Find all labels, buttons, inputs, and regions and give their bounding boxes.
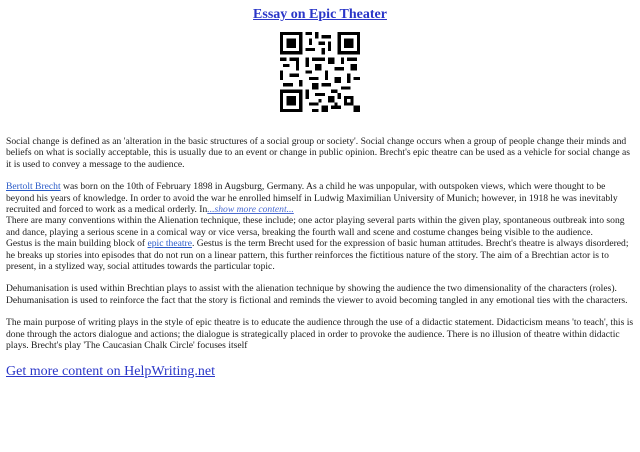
- paragraph-brecht-bio: [6, 181, 634, 215]
- paragraph-intro: Social change is defined as an 'alteration in the basic structures of a social group or society'. Social change occurs when a group of people change their minds and beliefs on what is socially acceptable, this is usually due to an event or change in public opinion. Brecht's epic theatre can be used as a vehicle for social change as it is used to convey a message to the audience.: [6, 136, 631, 170]
- show-more-link[interactable]: ...show more content...: [207, 204, 294, 216]
- qr-code-icon: [280, 32, 360, 112]
- qr-container: [6, 32, 634, 112]
- cta-section: [6, 363, 634, 380]
- essay-body: [6, 136, 634, 352]
- epic-theatre-link[interactable]: epic theatre: [147, 238, 192, 250]
- gestus-text-before: Gestus is the main building block of: [6, 238, 148, 250]
- paragraph-didacticism: The main purpose of writing plays in the style of epic theatre is to educate the audience through the use of a didactic statement. Didacticism means 'to teach', this is done through the actors dialogue and actions; the dialogue is strategically placed in order to provoke the audience. There is no illusion of theatre within didactic plays. Brecht's play 'The Caucasian Chalk Circle' focuses itself: [6, 317, 634, 352]
- paragraph-alienation: There are many conventions within the Alienation technique, these include; one actor playing several parts within the given play, spontaneous outbreak into song and dance, playing a serious scene in a comical way or vice versa, breaking the fourth wall and scene and costume changes being visible to the audience.: [6, 215, 625, 238]
- paragraph-dehumanisation: Dehumanisation is used within Brechtian plays to assist with the alienation technique by showing the audience the two dimensionality of the characters (roles). Dehumanisation is used to reinforce the fact that the story is fictional and reminds the viewer to avoid becoming tangled in any emotional ties with the characters.: [6, 283, 628, 306]
- gestus-text-after: . Gestus is the term Brecht used for the expression of basic human attitudes. Brecht's theatre is always disordered; he breaks up stories into episodes that do not run on a linear pattern, this further reinforces the fictitious nature of the story. The aim of a Brechtian actor is to present, in a stylized way, social attitudes towards the particular topic.: [6, 238, 629, 273]
- get-more-content-link[interactable]: Get more content on HelpWriting.net: [6, 363, 215, 379]
- title-link[interactable]: Essay on Epic Theater: [253, 7, 387, 22]
- page-title: [6, 0, 634, 23]
- bertolt-brecht-link[interactable]: Bertolt Brecht: [6, 181, 61, 193]
- paragraph-gestus: [6, 238, 634, 272]
- bio-text: was born on the 10th of February 1898 in Augsburg, Germany. As a child he was unpopular, with outspoken views, which were thought to be beyond his years of knowledge. In order to avoid the war he enrolled himself in Ludwig Maximilian University of Munich; however, in 1918 he was inevitably recruited and forced to work as a medical orderly. In: [6, 181, 618, 216]
